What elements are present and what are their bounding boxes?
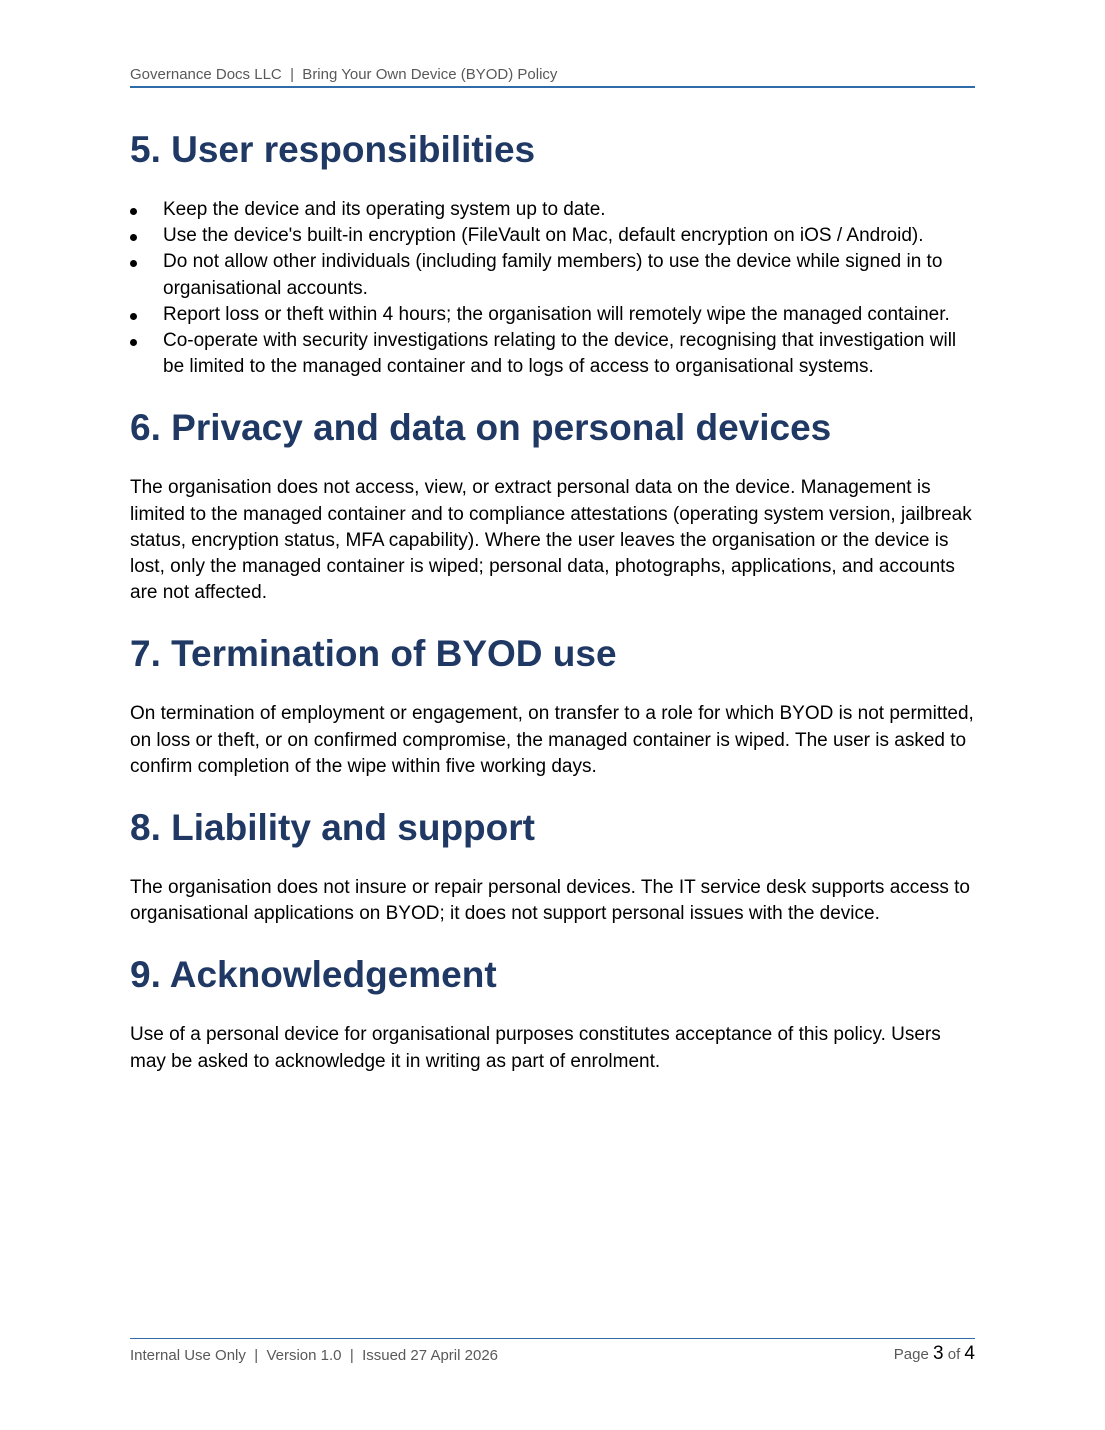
section-privacy bbox=[130, 404, 975, 606]
section-heading: 9. Acknowledgement bbox=[130, 954, 497, 996]
section-heading: 5. User responsibilities bbox=[130, 129, 536, 170]
section-heading: 8. Liability and support bbox=[130, 807, 535, 849]
footer-info: Internal Use Only | Version 1.0 | Issued 27 April 2026 bbox=[130, 1347, 498, 1364]
bullet-icon bbox=[130, 234, 137, 241]
section-body: On termination of employment or engagement, on transfer to a role for which BYOD is not permitted, on loss or theft, or on confirmed compromise, the managed container is wiped. The user is asked to confirm completion of the wipe within five working days. bbox=[130, 703, 974, 777]
section-heading: 7. Termination of BYOD use bbox=[130, 633, 617, 675]
section-body: Use of a personal device for organisational purposes constitutes acceptance of this policy. Users may be asked to acknowledge it in writing as part of enrolment. bbox=[130, 1024, 941, 1072]
list-item bbox=[130, 223, 975, 249]
page-label: Page bbox=[893, 1346, 929, 1363]
page-footer bbox=[130, 1338, 975, 1364]
list-item-text: Report loss or theft within 4 hours; the organisation will remotely wipe the managed container. bbox=[163, 303, 950, 325]
page-header bbox=[130, 65, 975, 88]
page-current: 3 bbox=[932, 1343, 944, 1364]
bullet-list bbox=[130, 197, 975, 380]
list-item bbox=[130, 249, 975, 301]
section-heading: 6. Privacy and data on personal devices bbox=[130, 407, 832, 449]
list-item-text: Co-operate with security investigations relating to the device, recognising that investigation will be limited to the managed container and to logs of access to organisational systems. bbox=[163, 330, 957, 378]
page-of: of bbox=[947, 1346, 961, 1363]
section-body: The organisation does not insure or repair personal devices. The IT service desk supports access to organisational applications on BYOD; it does not support personal issues with the device. bbox=[130, 877, 970, 925]
list-item-text: Keep the device and its operating system up to date. bbox=[163, 199, 606, 220]
bullet-icon bbox=[130, 260, 137, 267]
page-total: 4 bbox=[964, 1343, 975, 1364]
bullet-icon bbox=[130, 208, 137, 215]
page-number bbox=[894, 1343, 975, 1366]
section-liability bbox=[130, 804, 975, 927]
section-user-responsibilities bbox=[130, 126, 975, 380]
list-item-text: Do not allow other individuals (including family members) to use the device while signed in to organisational accounts. bbox=[163, 251, 943, 299]
section-body: The organisation does not access, view, or extract personal data on the device. Management is limited to the managed container and to compliance attestations (operating system version, jailbreak status, encryption status, MFA capability). Where the user leaves the organisation or the device is lost, only the managed container is wiped; personal data, photographs, applications, and accounts are not affected. bbox=[130, 477, 972, 604]
section-acknowledgement bbox=[130, 951, 975, 1074]
list-item bbox=[130, 197, 975, 223]
document-content bbox=[130, 126, 975, 1099]
section-termination bbox=[130, 630, 975, 780]
bullet-icon bbox=[130, 313, 137, 320]
header-text: Governance Docs LLC | Bring Your Own Device (BYOD) Policy bbox=[130, 66, 558, 83]
bullet-icon bbox=[130, 339, 137, 346]
list-item bbox=[130, 302, 975, 328]
list-item bbox=[130, 328, 975, 380]
list-item-text: Use the device's built-in encryption (FileVault on Mac, default encryption on iOS / Android). bbox=[163, 225, 924, 247]
